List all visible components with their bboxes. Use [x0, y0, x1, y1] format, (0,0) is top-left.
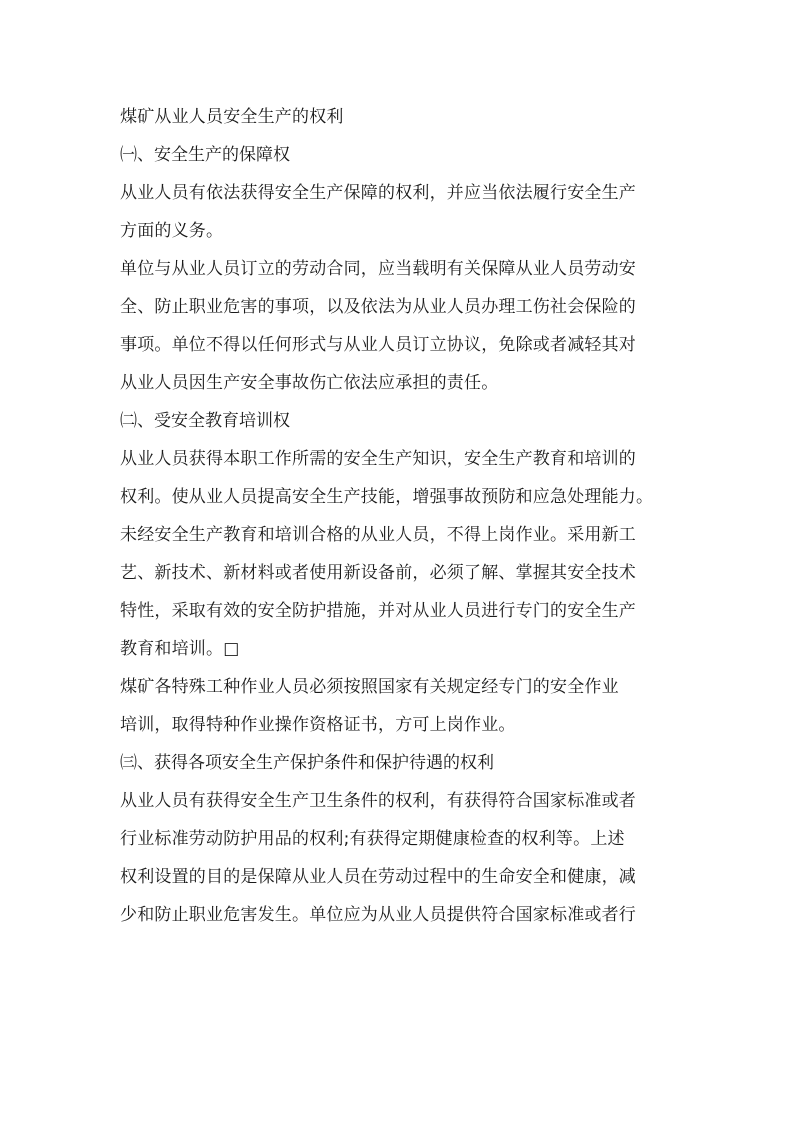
section-heading: ㈡、受安全教育培训权: [120, 411, 290, 431]
document-body: [120, 98, 680, 934]
paragraph-line: 未经安全生产教育和培训合格的从业人员，不得上岗作业。采用新工: [120, 525, 636, 545]
paragraph-line: 权利。使从业人员提高安全生产技能，增强事故预防和应急处理能力。: [120, 487, 654, 507]
paragraph-line: 从业人员有获得安全生产卫生条件的权利，有获得符合国家标准或者: [120, 791, 636, 811]
paragraph: [120, 174, 680, 250]
paragraph-line: 特性，采取有效的安全防护措施，并对从业人员进行专门的安全生产: [120, 601, 636, 621]
paragraph-line: 教育和培训。□: [120, 639, 240, 659]
section-heading: ㈢、获得各项安全生产保护条件和保护待遇的权利: [120, 753, 494, 773]
paragraph-line: 权利设置的目的是保障从业人员在劳动过程中的生命安全和健康，减: [120, 867, 636, 887]
paragraph-line: 从业人员因生产安全事故伤亡依法应承担的责任。: [120, 373, 499, 393]
paragraph-line: 单位与从业人员订立的劳动合同，应当载明有关保障从业人员劳动安: [120, 259, 636, 279]
section-heading: ㈠、安全生产的保障权: [120, 145, 290, 165]
paragraph-line: 少和防止职业危害发生。单位应为从业人员提供符合国家标准或者行: [120, 905, 636, 925]
paragraph-line: 事项。单位不得以任何形式与从业人员订立协议，免除或者减轻其对: [120, 335, 636, 355]
paragraph-line: 全、防止职业危害的事项，以及依法为从业人员办理工伤社会保险的: [120, 297, 636, 317]
paragraph-line: 方面的义务。: [120, 221, 224, 241]
paragraph-line: 从业人员有依法获得安全生产保障的权利，并应当依法履行安全生产: [120, 183, 636, 203]
paragraph: [120, 782, 680, 934]
paragraph-line: 从业人员获得本职工作所需的安全生产知识，安全生产教育和培训的: [120, 449, 636, 469]
paragraph-line: 艺、新技术、新材料或者使用新设备前，必须了解、掌握其安全技术: [120, 563, 636, 583]
paragraph-line: 行业标准劳动防护用品的权利;有获得定期健康检查的权利等。上述: [120, 829, 625, 849]
paragraph-line: 煤矿各特殊工种作业人员必须按照国家有关规定经专门的安全作业: [120, 677, 619, 697]
document-title: 煤矿从业人员安全生产的权利: [120, 107, 344, 127]
paragraph: [120, 440, 680, 668]
paragraph: [120, 250, 680, 402]
paragraph: [120, 668, 680, 744]
paragraph-line: 培训，取得特种作业操作资格证书，方可上岗作业。: [120, 715, 516, 735]
